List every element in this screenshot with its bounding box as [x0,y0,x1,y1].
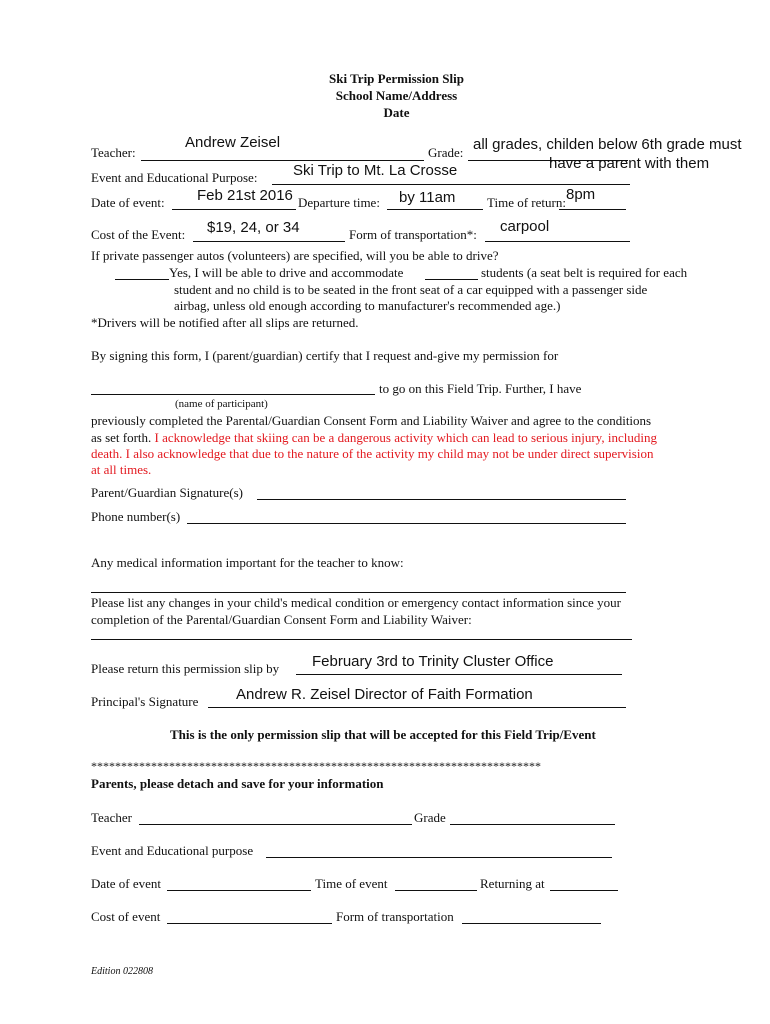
teacher-line [141,160,424,161]
departure-label: Departure time: [298,195,380,210]
driver-yes-text-b: students (a seat belt is required for each [481,265,688,280]
school-name-address: School Name/Address [335,88,458,103]
event-field[interactable]: Ski Trip to Mt. La Crosse [293,162,458,179]
cost-field[interactable]: $19, 24, or 34 [207,219,300,236]
medical-label: Any medical information important for the teacher to know: [91,555,404,570]
event-line [272,184,630,185]
cost-label: Cost of the Event: [91,227,186,242]
detach-separator: *************************************************************************** [91,759,541,773]
transport-label: Form of transportation*: [349,227,477,242]
changes-line2: completion of the Parental/Guardian Consent Form and Liability Waiver: [91,612,472,627]
participant-name-line[interactable] [91,394,375,395]
grade-field-line2[interactable]: have a parent with them [549,155,710,172]
changes-line[interactable] [91,639,632,640]
parent-signature-label: Parent/Guardian Signature(s) [91,485,243,500]
driver-yes-line[interactable] [115,279,169,280]
consent-line1: By signing this form, I (parent/guardian) certify that I request and-give my permission for [91,348,559,363]
driver-students-line[interactable] [425,279,478,280]
date-line [172,209,296,210]
detach-cost-label: Cost of event [91,909,161,924]
teacher-field[interactable]: Andrew Zeisel [185,134,281,151]
consent-warning-b: death. I also acknowledge that due to the nature of the activity my child may not be under direct supervision [91,446,654,461]
departure-line [387,209,483,210]
detach-date-label: Date of event [91,876,162,891]
principal-field[interactable]: Andrew R. Zeisel Director of Faith Formation [236,686,533,703]
header-date: Date [383,105,410,120]
driver-yes-text-2: student and no child is to be seated in the front seat of a car equipped with a passenger side [174,282,648,297]
return-time-label: Time of return: [487,195,566,210]
event-label: Event and Educational Purpose: [91,170,258,185]
grade-label: Grade: [428,145,464,160]
consent-line3: previously completed the Parental/Guardian Consent Form and Liability Waiver and agree to the conditions [91,413,652,428]
changes-line1: Please list any changes in your child's medical condition or emergency contact information since your [91,595,621,610]
principal-line [208,707,626,708]
detach-returning-line[interactable] [550,890,618,891]
consent-line4 [91,430,657,446]
date-field[interactable]: Feb 21st 2016 [197,187,293,204]
driver-question: If private passenger autos (volunteers) are specified, will you be able to drive? [91,248,499,263]
return-time-field[interactable]: 8pm [566,186,596,203]
cost-line [193,241,345,242]
teacher-label: Teacher: [91,145,136,160]
consent-line4a: as set forth. [91,430,152,445]
parent-signature-line[interactable] [257,499,626,500]
phone-label: Phone number(s) [91,509,181,524]
medical-line[interactable] [91,592,626,593]
departure-field[interactable]: by 11am [399,189,456,206]
detach-date-line[interactable] [167,890,311,891]
grade-field-line1[interactable]: all grades, childen below 6th grade must [473,136,742,153]
detach-grade-label: Grade [414,810,446,825]
transport-field[interactable]: carpool [500,218,550,235]
detach-grade-line[interactable] [450,824,615,825]
driver-yes-text-a: Yes, I will be able to drive and accommodate [169,265,404,280]
consent-warning-a: I acknowledge that skiing can be a dangerous activity which can lead to serious injury, including [154,430,657,445]
driver-note: *Drivers will be notified after all slips are returned. [91,315,359,330]
detach-event-line[interactable] [266,857,612,858]
participant-caption: (name of participant) [175,398,268,410]
consent-warning-c: at all times. [91,462,152,477]
detach-time-label: Time of event [315,876,388,891]
only-slip-notice: This is the only permission slip that will be accepted for this Field Trip/Event [170,727,596,742]
consent-line2: to go on this Field Trip. Further, I have [379,381,582,396]
detach-cost-line[interactable] [167,923,332,924]
detach-teacher-label: Teacher [91,810,132,825]
date-label: Date of event: [91,195,165,210]
return-time-line [559,209,626,210]
detach-heading: Parents, please detach and save for your information [91,776,384,791]
return-by-label: Please return this permission slip by [91,661,280,676]
phone-line[interactable] [187,523,626,524]
form-title: Ski Trip Permission Slip [329,71,464,86]
principal-label: Principal's Signature [91,694,199,709]
transport-line [485,241,630,242]
detach-returning-label: Returning at [480,876,545,891]
return-by-field[interactable]: February 3rd to Trinity Cluster Office [312,653,554,670]
edition-label: Edition 022808 [91,966,153,977]
detach-transport-line[interactable] [462,923,601,924]
driver-yes-text-3: airbag, unless old enough according to manufacturer's recommended age.) [174,298,561,313]
return-by-line [296,674,622,675]
detach-teacher-line[interactable] [139,824,412,825]
detach-transport-label: Form of transportation [336,909,454,924]
detach-event-label: Event and Educational purpose [91,843,254,858]
detach-time-line[interactable] [395,890,477,891]
